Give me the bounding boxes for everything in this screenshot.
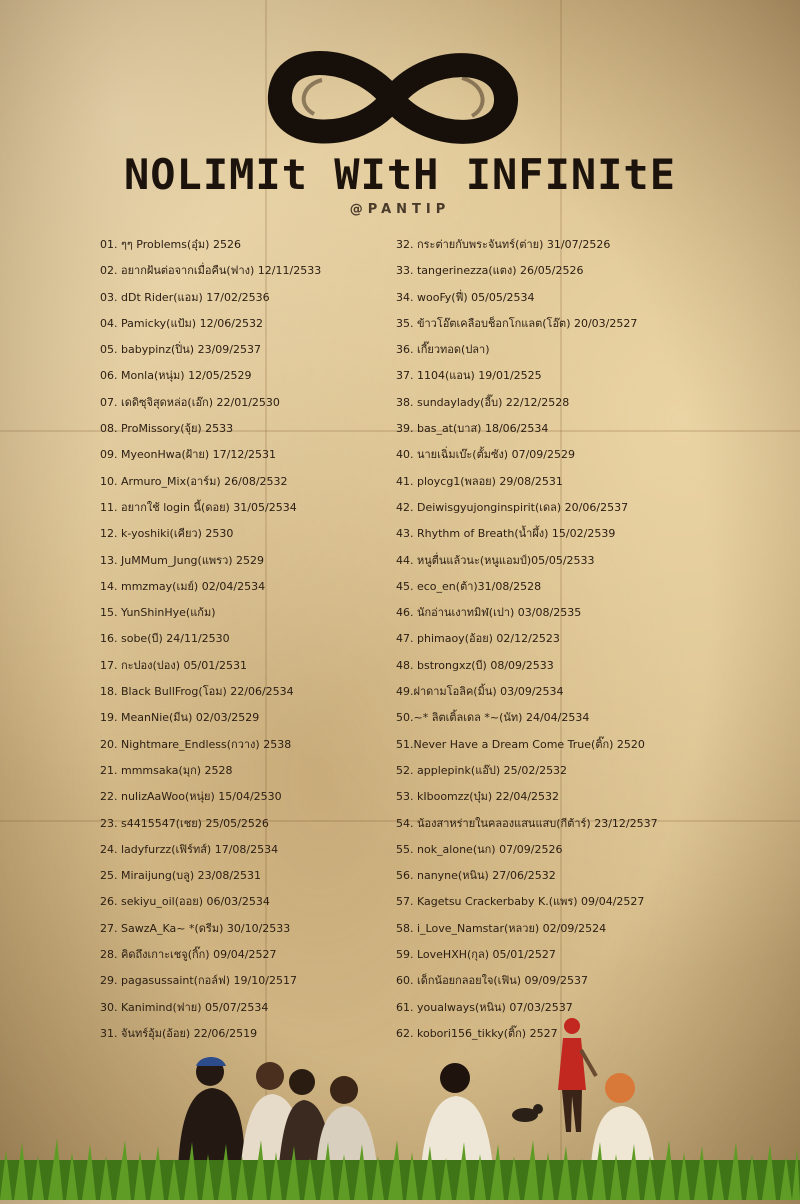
list-item: 04. Pamicky(แป้ม) 12/06/2532	[100, 316, 263, 330]
list-item: 18. Black BullFrog(โอม) 22/06/2534	[100, 685, 294, 699]
list-item: 34. wooFy(ฟี่) 05/05/2534	[396, 290, 535, 304]
list-item: 37. 1104(แอน) 19/01/2525	[396, 369, 542, 383]
list-item: 36. เกี๊ยวทอด(ปลา)	[396, 343, 490, 357]
list-item: 61. youalways(หนิน) 07/03/2537	[396, 1000, 573, 1014]
list-item: 25. Miraijung(บลู) 23/08/2531	[100, 869, 262, 883]
list-item: 03. dDt Rider(แอม) 17/02/2536	[100, 290, 270, 304]
list-item: 57. Kagetsu Crackerbaby K.(แพร) 09/04/2527	[396, 895, 645, 909]
list-item: 21. mmmsaka(มุก) 2528	[100, 763, 233, 777]
list-item: 45. eco_en(ต้า)31/08/2528	[396, 579, 542, 593]
list-item: 11. อยากใช้ login นี้(ดอย) 31/05/2534	[100, 500, 297, 514]
poster-header	[0, 0, 800, 235]
infinity-brush-icon	[262, 40, 522, 158]
list-item: 31. จันทร์อุ้ม(อ้อย) 22/06/2519	[100, 1026, 258, 1040]
list-item: 42. Deiwisgyujonginspirit(เดล) 20/06/2537	[396, 500, 629, 514]
list-item: 33. tangerinezza(แตง) 26/05/2526	[396, 264, 584, 278]
dog-figure	[512, 1104, 543, 1122]
list-item: 08. ProMissory(จุ้ย) 2533	[100, 422, 234, 436]
list-item: 44. หนูตื่นแล้วนะ(หนูแอมป์)05/05/2533	[396, 553, 595, 567]
list-item: 58. i_Love_Namstar(หลวย) 02/09/2524	[396, 921, 607, 935]
list-item: 60. เด็กน้อยกลอยใจ(เฟิน) 09/09/2537	[396, 974, 588, 988]
list-item: 12. k-yoshiki(เคียว) 2530	[100, 527, 234, 541]
list-item: 17. กะปอง(ปอง) 05/01/2531	[100, 658, 247, 672]
list-item: 32. กระต่ายกับพระจันทร์(ต่าย) 31/07/2526	[396, 238, 611, 251]
list-item: 35. ข้าวโอ๊ตเคลือบช็อกโกแลต(โอ๊ต) 20/03/2527	[396, 316, 638, 330]
list-item: 19. MeanNie(มีน) 02/03/2529	[100, 711, 260, 725]
list-item: 39. bas_at(บาส) 18/06/2534	[396, 422, 549, 436]
list-item: 02. อยากฝันต่อจากเมื่อคืน(ฟาง) 12/11/2533	[100, 264, 322, 278]
list-item: 41. ploycg1(พลอย) 29/08/2531	[396, 474, 563, 488]
page-subtitle: @PANTIP	[349, 202, 451, 217]
list-item: 16. sobe(บี) 24/11/2530	[100, 632, 230, 646]
list-item: 38. sundaylady(อี๊บ) 22/12/2528	[396, 395, 570, 409]
list-item: 47. phimaoy(อ้อย) 02/12/2523	[396, 632, 560, 646]
list-item: 07. เดดิซุจิสุดหล่อ(เอ๊ก) 22/01/2530	[100, 395, 280, 409]
list-item: 48. bstrongxz(บี) 08/09/2533	[396, 658, 554, 672]
list-item: 26. sekiyu_oil(ออย) 06/03/2534	[100, 895, 270, 909]
list-item: 05. babypinz(ปิ่น) 23/09/2537	[100, 343, 261, 357]
list-item: 14. mmzmay(เมย์) 02/04/2534	[100, 579, 266, 593]
list-item: 09. MyeonHwa(ฝ้าย) 17/12/2531	[100, 448, 277, 462]
list-item: 50.~* ลิตเติ้ลเดล *~(นัท) 24/04/2534	[396, 711, 590, 725]
member-list-left	[100, 232, 395, 1047]
list-item: 29. pagasussaint(กอล์ฟ) 19/10/2517	[100, 974, 297, 988]
list-item: 30. Kanimind(ฟาย) 05/07/2534	[100, 1000, 269, 1014]
list-item: 55. nok_alone(นก) 07/09/2526	[396, 842, 563, 856]
list-item: 43. Rhythm of Breath(น้ำผึ้ง) 15/02/2539	[396, 527, 616, 541]
member-list-right	[396, 232, 796, 1047]
list-item: 22. nuIizAaWoo(หนุ่ย) 15/04/2530	[100, 790, 282, 804]
list-item: 54. น้องสาหร่ายในคลองแสนแสบ(กีต้าร์) 23/12/2537	[396, 816, 658, 830]
list-item: 28. คิดถึงเกาะเชจู(กิ๊ก) 09/04/2527	[100, 948, 277, 962]
person-figure	[178, 1057, 244, 1170]
list-item: 62. kobori156_tikky(ติ๊ก) 2527	[396, 1026, 558, 1040]
list-item: 20. Nightmare_Endless(กวาง) 2538	[100, 737, 292, 751]
list-item: 06. Monla(หนุ่ม) 12/05/2529	[100, 369, 252, 383]
list-item: 53. kIboomzz(บุ๋ม) 22/04/2532	[396, 790, 560, 804]
list-item: 46. นักอ่านเงาทมิฬ(เปา) 03/08/2535	[396, 606, 582, 620]
list-item: 52. applepink(แอ๊ป) 25/02/2532	[396, 763, 568, 777]
list-item: 15. YunShinHye(แก้ม)	[100, 606, 216, 620]
list-item: 56. nanyne(หนิน) 27/06/2532	[396, 869, 556, 883]
list-item: 10. Armuro_Mix(อาร์ม) 26/08/2532	[100, 474, 288, 488]
group-silhouette-illustration	[0, 1010, 800, 1200]
list-item: 24. ladyfurzz(เฟิร์ทส์) 17/08/2534	[100, 842, 279, 856]
list-item: 49.ฝาดามโอลิค(มิ้น) 03/09/2534	[396, 685, 564, 699]
list-item: 01. ๆๆ Problems(อุ๋ม) 2526	[100, 238, 241, 251]
list-item: 59. LoveHXH(กุล) 05/01/2527	[396, 948, 556, 962]
list-item: 27. SawzA_Ka~ *(ดรีม) 30/10/2533	[100, 921, 291, 935]
list-item: 23. s4415547(เชย) 25/05/2526	[100, 816, 269, 830]
list-item: 13. JuMMum_Jung(แพรว) 2529	[100, 553, 265, 567]
list-item: 51.Never Have a Dream Come True(ติ๊ก) 2520	[396, 737, 645, 751]
list-item: 40. นายเฉิ่มเบ๊ะ(ตั้มซัง) 07/09/2529	[396, 448, 575, 462]
person-figure-standing	[558, 1018, 596, 1132]
page-title: NOLIMIt WItH INFINItE	[123, 150, 676, 199]
